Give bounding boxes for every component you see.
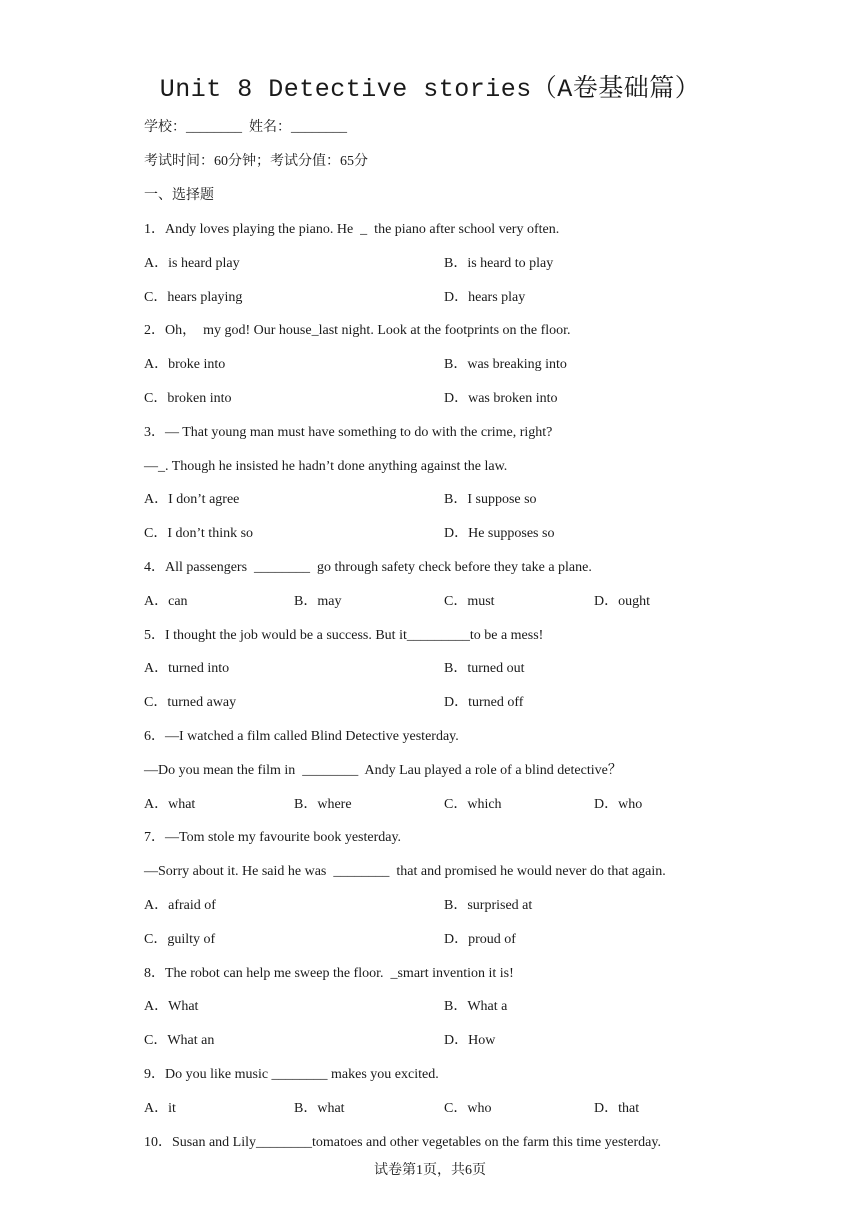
option-c: C．I don’t think so [144, 526, 254, 541]
option-b: B．where [294, 797, 352, 812]
option-b: B．What a [444, 999, 508, 1014]
option-d: D．ought [594, 594, 650, 609]
option-c: C．must [444, 594, 495, 609]
question-stem: 4．All passengers ________ go through safety check before they take a plane. [144, 560, 592, 575]
option-c: C．turned away [144, 695, 237, 710]
option-d: D．was broken into [444, 391, 558, 406]
question-stem: 2．Oh， my god! Our house_last night. Look at the footprints on the floor. [144, 323, 571, 338]
option-d: D．How [444, 1033, 496, 1048]
option-b: B．turned out [444, 661, 525, 676]
option-c: C．guilty of [144, 932, 216, 947]
option-d: D．turned off [444, 695, 524, 710]
question-stem: 9．Do you like music ________ makes you excited. [144, 1067, 439, 1082]
option-b: B．surprised at [444, 898, 533, 913]
option-c: C．hears playing [144, 290, 243, 305]
option-a: A．broke into [144, 357, 226, 372]
question-stem: 1．Andy loves playing the piano. He _ the piano after school very often. [144, 222, 560, 237]
option-b: B．is heard to play [444, 256, 554, 271]
question-stem: 3．— That young man must have something to do with the crime, right? [144, 425, 553, 440]
question-stem: 10．Susan and Lily________tomatoes and other vegetables on the farm this time yesterday. [144, 1135, 661, 1150]
option-a: A．I don’t agree [144, 492, 240, 507]
page-title: Unit 8 Detective stories（A卷基础篇） [159, 75, 701, 104]
option-c: C．broken into [144, 391, 232, 406]
exam-info: 考试时间：60分钟；考试分值：65分 [144, 154, 368, 169]
question-stem: 8．The robot can help me sweep the floor. _smart invention it is! [144, 966, 514, 981]
option-a: A．can [144, 594, 188, 609]
question-stem: 5．I thought the job would be a success. But it_________to be a mess! [144, 628, 544, 643]
option-b: B．I suppose so [444, 492, 537, 507]
question-stem-cont: —Do you mean the film in ________ Andy Lau played a role of a blind detective？ [144, 763, 622, 778]
option-d: D．He supposes so [444, 526, 555, 541]
option-d: D．proud of [444, 932, 516, 947]
option-d: D．hears play [444, 290, 526, 305]
option-a: A．what [144, 797, 196, 812]
option-a: A．it [144, 1101, 176, 1116]
question-stem-cont: —_. Though he insisted he hadn’t done anything against the law. [144, 459, 508, 474]
option-a: A．turned into [144, 661, 230, 676]
option-b: B．what [294, 1101, 345, 1116]
option-c: C．What an [144, 1033, 215, 1048]
option-c: C．who [444, 1101, 492, 1116]
option-a: A．What [144, 999, 199, 1014]
option-d: D．that [594, 1101, 640, 1116]
question-stem: 6．—I watched a film called Blind Detective yesterday. [144, 729, 459, 744]
page-footer: 试卷第1页，共6页 [374, 1163, 486, 1178]
option-a: A．afraid of [144, 898, 216, 913]
option-c: C．which [444, 797, 502, 812]
option-a: A．is heard play [144, 256, 240, 271]
section-heading: 一、选择题 [144, 188, 214, 203]
school-name-line: 学校：________ 姓名：________ [144, 120, 347, 135]
question-stem-cont: —Sorry about it. He said he was ________ that and promised he would never do that again. [144, 864, 666, 879]
option-b: B．was breaking into [444, 357, 567, 372]
option-d: D．who [594, 797, 643, 812]
option-b: B．may [294, 594, 342, 609]
question-stem: 7．—Tom stole my favourite book yesterday. [144, 830, 402, 845]
